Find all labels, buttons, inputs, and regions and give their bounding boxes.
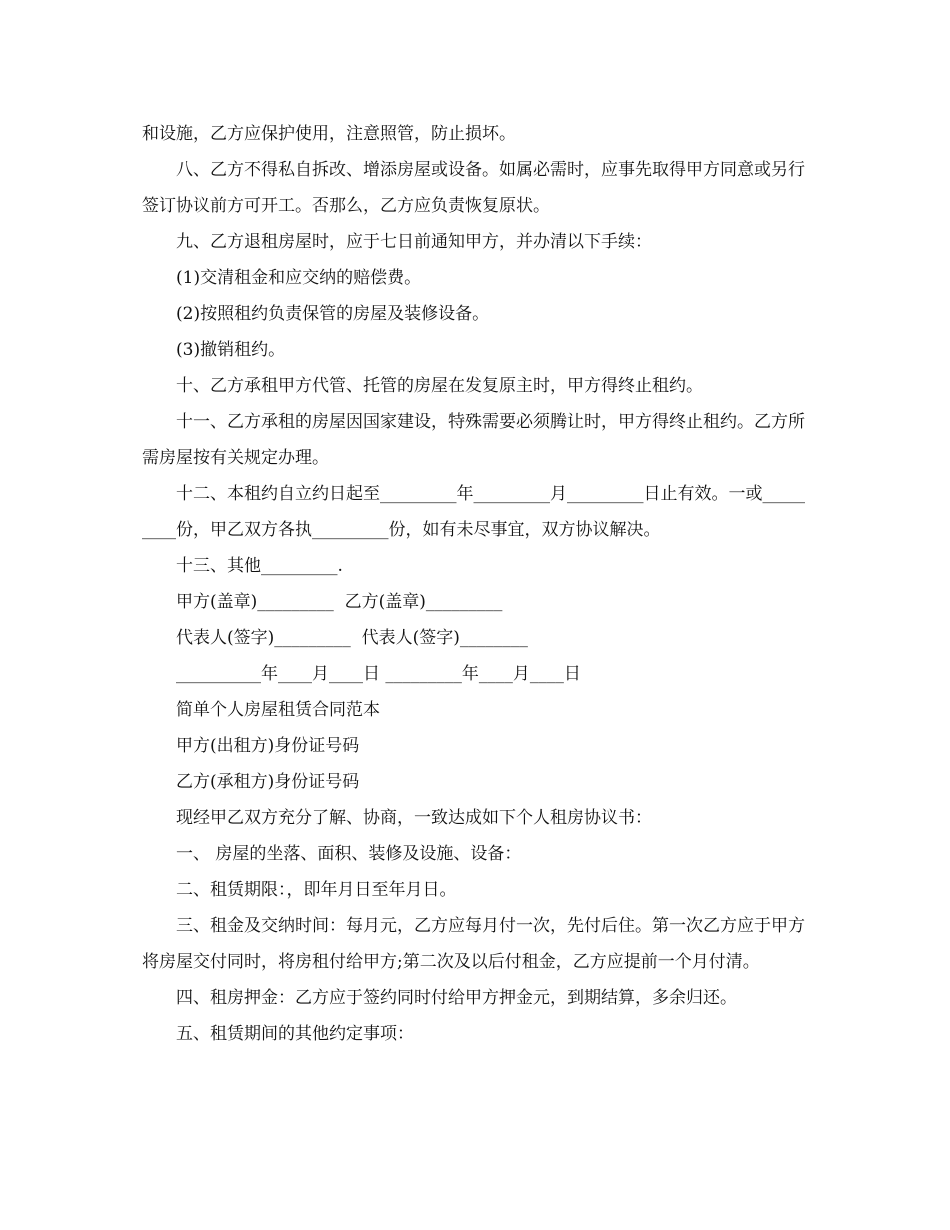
paragraph-clause-9: 九、乙方退租房屋时，应于七日前通知甲方，并办清以下手续： <box>176 232 652 252</box>
article-4: 四、租房押金：乙方应于签约同时付给甲方押金元，到期结算，多余归还。 <box>176 988 737 1008</box>
article-3: 三、租金及交纳时间：每月元，乙方应每月付一次，先付后住。第一次乙方应于甲方将房屋交付同时，将房租付给甲方;第二次及以后付租金，乙方应提前一个月付清。 <box>142 916 805 972</box>
paragraph-clause-12: 十二、本租约自立约日起至_________年_________月_________日止有效。一或_________份，甲乙双方各执_________份，如有未尽事宜，双方协议解决。 <box>142 484 805 540</box>
paragraph-clause-9-item-3: (3)撤销租约。 <box>176 340 286 360</box>
signature-seal-line: 甲方(盖章)_________ 乙方(盖章)_________ <box>176 592 503 612</box>
paragraph-clause-8: 八、乙方不得私自拆改、增添房屋或设备。如属必需时，应事先取得甲方同意或另行签订协议前方可开工。否那么，乙方应负责恢复原状。 <box>142 160 805 216</box>
article-2: 二、租赁期限：，即年月日至年月日。 <box>176 880 457 900</box>
agreement-intro: 现经甲乙双方充分了解、协商，一致达成如下个人租房协议书： <box>176 808 652 828</box>
party-b-id-line: 乙方(承租方)身份证号码 <box>176 772 360 792</box>
paragraph-clause-9-item-1: (1)交清租金和应交纳的赔偿费。 <box>176 268 422 288</box>
paragraph-clause-11: 十一、乙方承租的房屋因国家建设，特殊需要必须腾让时，甲方得终止租约。乙方所需房屋按有关规定办理。 <box>142 412 805 468</box>
document-body <box>142 116 807 1052</box>
party-a-id-line: 甲方(出租方)身份证号码 <box>176 736 360 756</box>
paragraph-clause-13: 十三、其他_________. <box>176 556 343 576</box>
signature-date-line: __________年____月____日 _________年____月____日 <box>176 664 581 684</box>
section-title: 简单个人房屋租赁合同范本 <box>176 700 380 720</box>
article-5: 五、租赁期间的其他约定事项： <box>176 1024 414 1044</box>
signature-representative-line: 代表人(签字)_________ 代表人(签字)________ <box>176 628 528 648</box>
paragraph-clause-10: 十、乙方承租甲方代管、托管的房屋在发复原主时，甲方得终止租约。 <box>176 376 703 396</box>
paragraph-clause-9-item-2: (2)按照租约负责保管的房屋及装修设备。 <box>176 304 490 324</box>
article-1: 一、 房屋的坐落、面积、装修及设施、设备： <box>176 844 522 864</box>
paragraph-facilities-care: 和设施，乙方应保护使用，注意照管，防止损坏。 <box>142 124 516 144</box>
